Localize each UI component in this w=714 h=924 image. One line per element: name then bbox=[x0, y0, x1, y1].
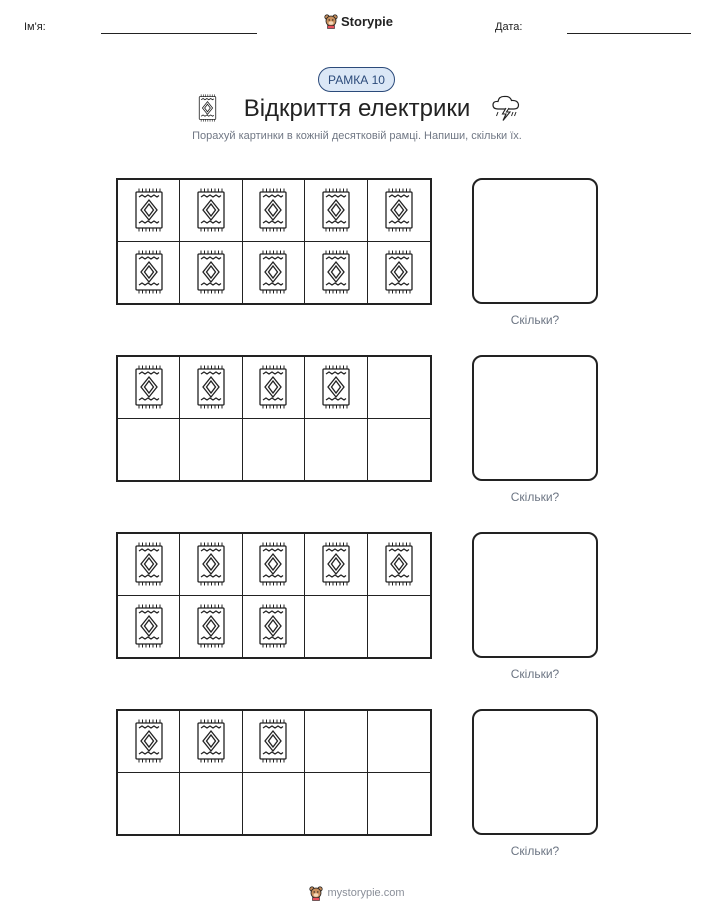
rug-icon bbox=[384, 250, 414, 294]
ten-frame-cell bbox=[180, 773, 242, 835]
storm-cloud-icon bbox=[491, 94, 521, 122]
ten-frame-cell bbox=[243, 180, 305, 242]
answer-box[interactable] bbox=[472, 178, 598, 304]
ten-frame-cell bbox=[305, 596, 367, 658]
date-label: Дата: bbox=[495, 21, 523, 33]
bear-mascot-icon bbox=[309, 885, 323, 901]
rug-icon bbox=[196, 250, 226, 294]
rug-icon bbox=[196, 365, 226, 409]
rug-icon bbox=[258, 604, 288, 648]
rug-icon bbox=[134, 188, 164, 232]
ten-frame-cell bbox=[368, 596, 430, 658]
ten-frame-cell bbox=[118, 419, 180, 481]
ten-frame-cell bbox=[180, 711, 242, 773]
ten-frame-cell bbox=[180, 242, 242, 304]
bear-mascot-icon bbox=[324, 13, 338, 29]
ten-frame-cell bbox=[180, 419, 242, 481]
ten-frame-cell bbox=[180, 357, 242, 419]
answer-box[interactable] bbox=[472, 709, 598, 835]
ten-frame-2 bbox=[116, 355, 432, 482]
ten-frame-cell bbox=[118, 242, 180, 304]
ten-frame-cell bbox=[243, 773, 305, 835]
ten-frame-cell bbox=[305, 180, 367, 242]
how-many-label: Скільки? bbox=[510, 313, 560, 327]
ten-frame-cell bbox=[180, 534, 242, 596]
ten-frame-cell bbox=[243, 711, 305, 773]
ten-frame-cell bbox=[305, 357, 367, 419]
ten-frame-cell bbox=[118, 711, 180, 773]
rug-icon bbox=[134, 365, 164, 409]
rug-icon bbox=[258, 365, 288, 409]
ten-frame-cell bbox=[243, 419, 305, 481]
rug-icon bbox=[196, 604, 226, 648]
ten-frame-cell bbox=[305, 534, 367, 596]
answer-box[interactable] bbox=[472, 355, 598, 481]
rug-icon bbox=[134, 719, 164, 763]
ten-frame-cell bbox=[118, 596, 180, 658]
ten-frame-cell bbox=[180, 596, 242, 658]
ten-frame-cell bbox=[368, 534, 430, 596]
ten-frame-1 bbox=[116, 178, 432, 305]
ten-frame-cell bbox=[118, 773, 180, 835]
ten-frame-cell bbox=[368, 773, 430, 835]
footer-url: mystorypie.com bbox=[327, 887, 405, 899]
ten-frame-cell bbox=[305, 419, 367, 481]
name-label: Ім'я: bbox=[24, 21, 46, 33]
ten-frame-cell bbox=[305, 773, 367, 835]
instructions: Порахуй картинки в кожній десятковій рамці. Напиши, скільки їх. bbox=[192, 130, 522, 142]
footer bbox=[0, 885, 714, 901]
frame-badge: РАМКА 10 bbox=[318, 67, 395, 92]
ten-frame-cell bbox=[368, 419, 430, 481]
rug-icon bbox=[384, 542, 414, 586]
rug-icon bbox=[321, 365, 351, 409]
ten-frame-cell bbox=[305, 242, 367, 304]
rug-icon bbox=[321, 542, 351, 586]
answer-box[interactable] bbox=[472, 532, 598, 658]
brand-logo bbox=[324, 13, 393, 29]
ten-frame-cell bbox=[243, 242, 305, 304]
date-line bbox=[567, 33, 691, 34]
rug-icon bbox=[258, 719, 288, 763]
ten-frame-cell bbox=[243, 534, 305, 596]
rug-icon bbox=[196, 188, 226, 232]
ten-frame-cell bbox=[368, 357, 430, 419]
rug-icon bbox=[196, 719, 226, 763]
name-line bbox=[101, 33, 257, 34]
ten-frame-cell bbox=[243, 357, 305, 419]
how-many-label: Скільки? bbox=[510, 490, 560, 504]
ten-frame-cell bbox=[118, 357, 180, 419]
ten-frame-cell bbox=[305, 711, 367, 773]
brand-name: Storypie bbox=[341, 13, 394, 29]
rug-icon bbox=[258, 188, 288, 232]
rug-icon bbox=[134, 250, 164, 294]
rug-icon bbox=[258, 250, 288, 294]
rug-icon bbox=[321, 250, 351, 294]
ten-frame-cell bbox=[118, 180, 180, 242]
how-many-label: Скільки? bbox=[510, 844, 560, 858]
ten-frame-cell bbox=[180, 180, 242, 242]
ten-frame-4 bbox=[116, 709, 432, 836]
rug-icon bbox=[258, 542, 288, 586]
rug-icon bbox=[134, 542, 164, 586]
ten-frame-cell bbox=[368, 711, 430, 773]
page-title: Відкриття електрики bbox=[243, 95, 471, 122]
rug-icon bbox=[384, 188, 414, 232]
ten-frame-cell bbox=[368, 242, 430, 304]
rug-icon bbox=[196, 542, 226, 586]
ten-frame-cell bbox=[243, 596, 305, 658]
ten-frame-3 bbox=[116, 532, 432, 659]
ten-frame-cell bbox=[118, 534, 180, 596]
ten-frame-cell bbox=[368, 180, 430, 242]
rug-icon bbox=[134, 604, 164, 648]
rug-icon bbox=[321, 188, 351, 232]
how-many-label: Скільки? bbox=[510, 667, 560, 681]
